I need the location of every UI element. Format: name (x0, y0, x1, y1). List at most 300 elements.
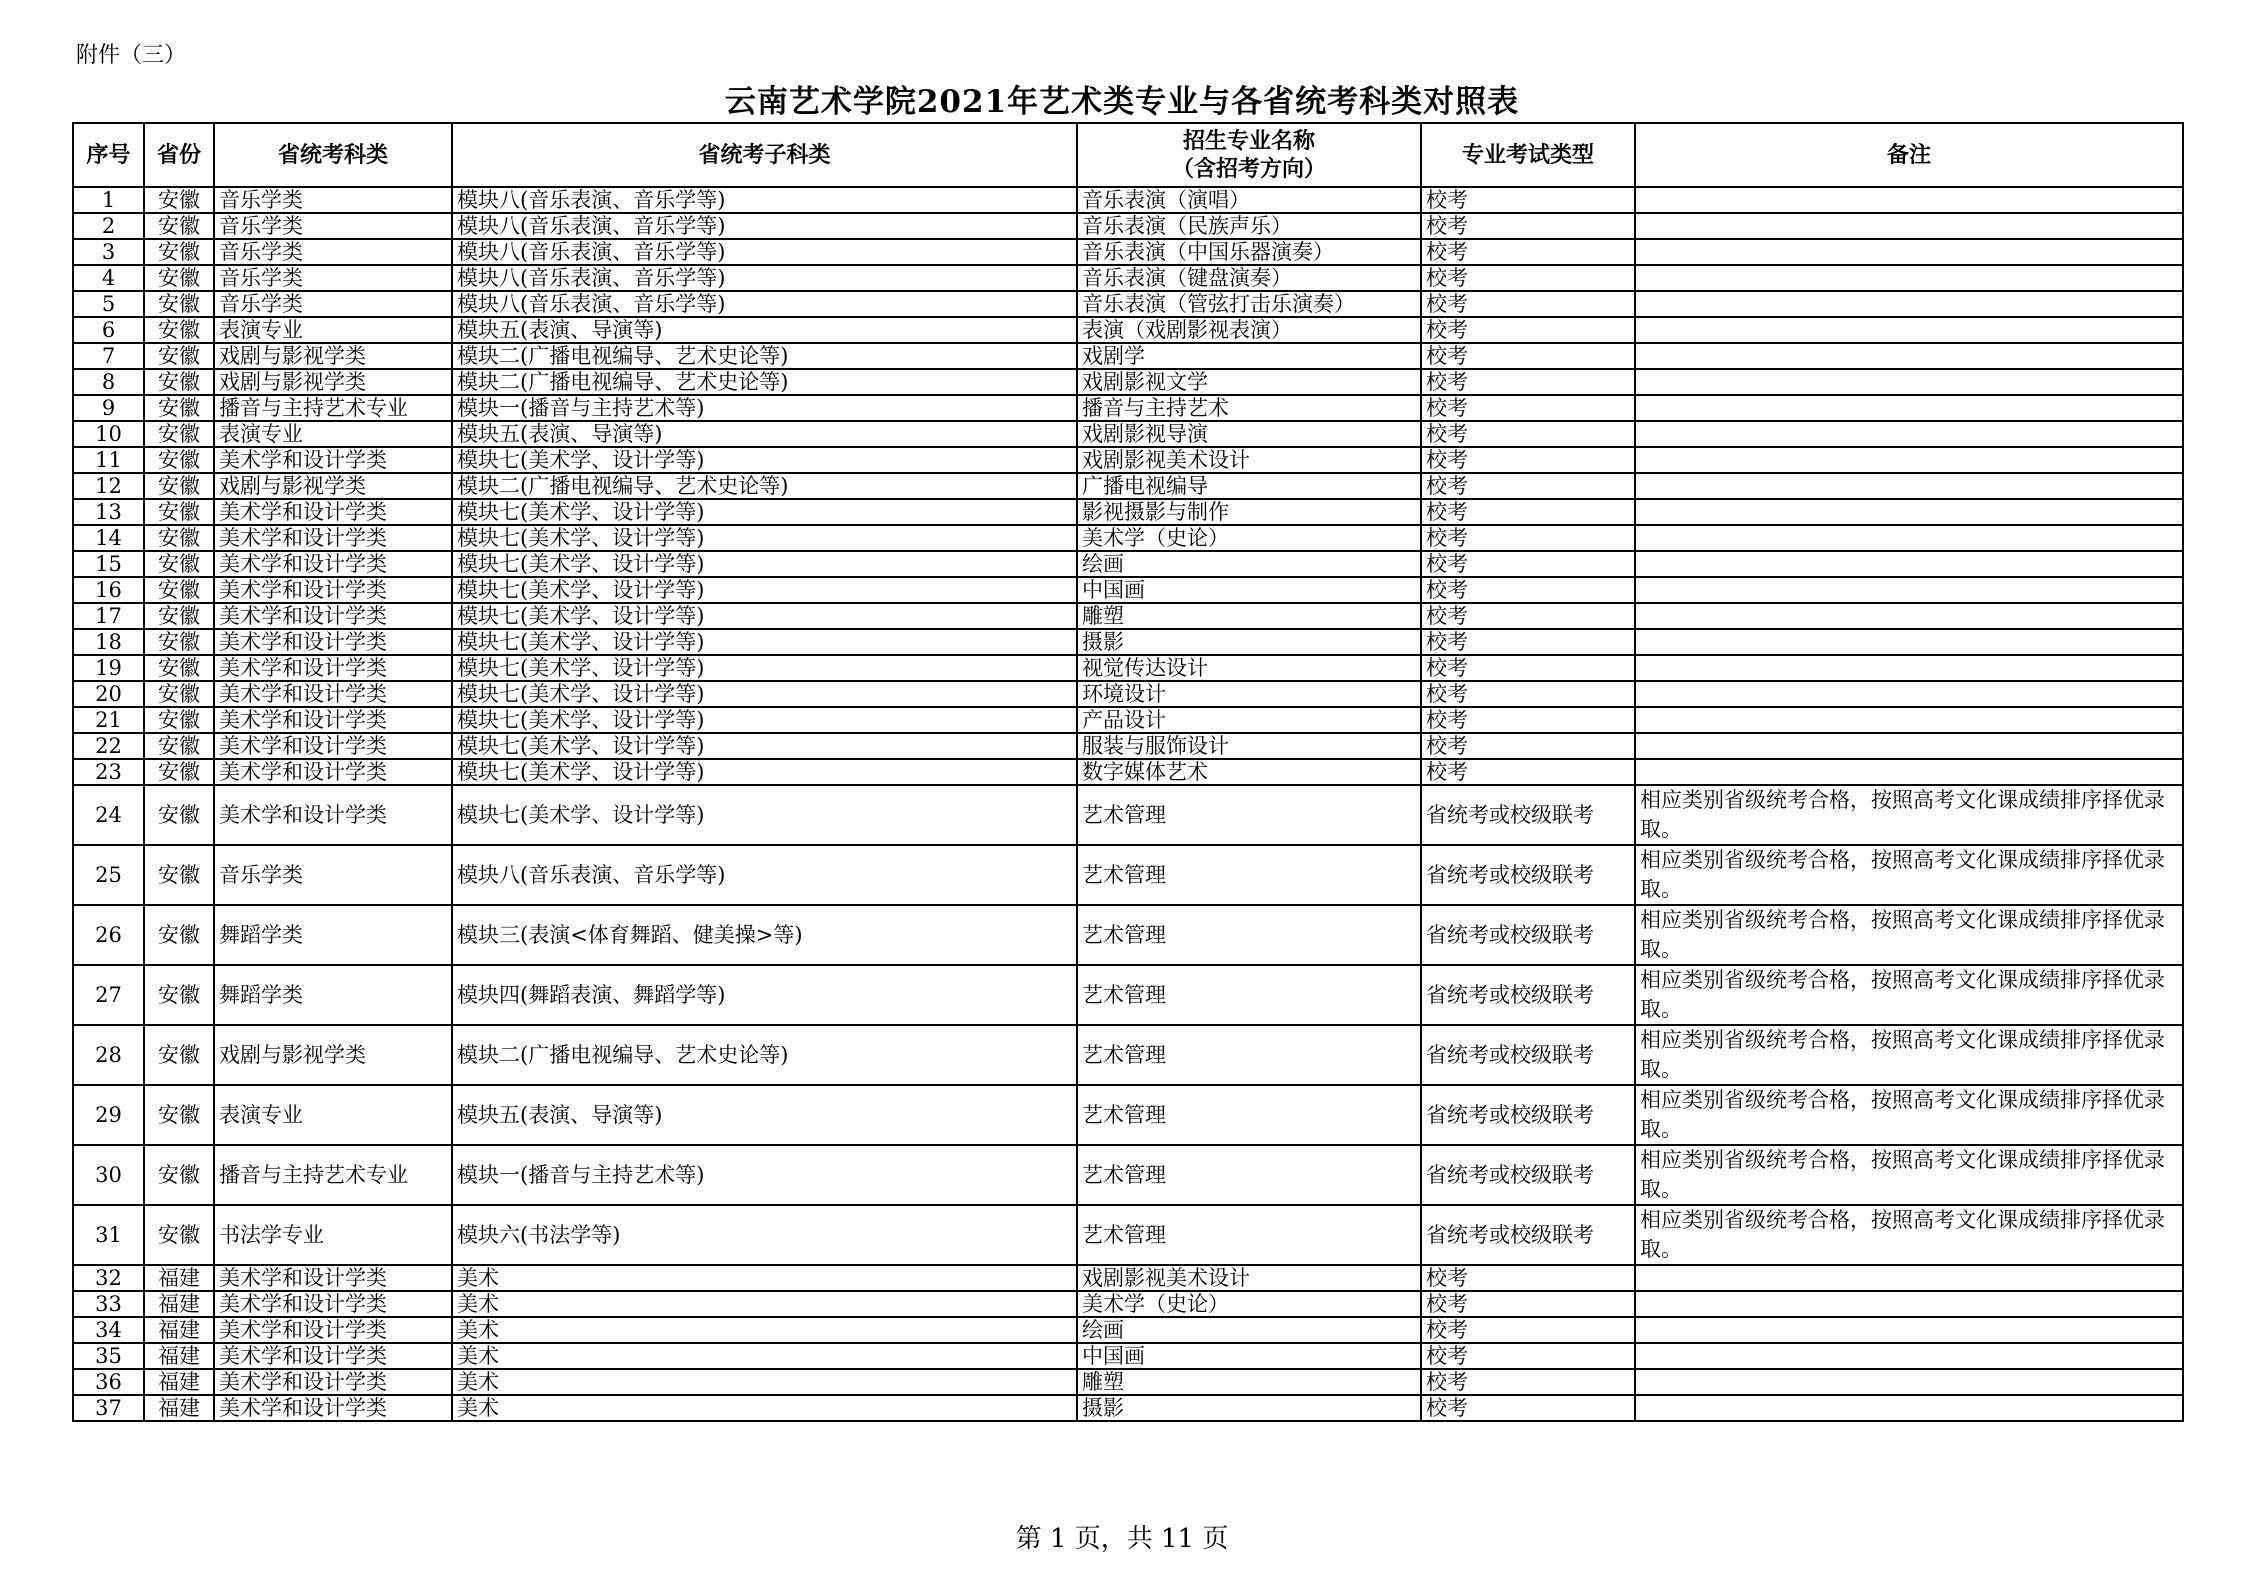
cell-subcategory: 模块八(音乐表演、音乐学等) (452, 187, 1077, 213)
cell-exam-type: 省统考或校级联考 (1421, 965, 1635, 1025)
cell-seq: 19 (73, 655, 144, 681)
cell-subcategory: 模块六(书法学等) (452, 1205, 1077, 1265)
cell-exam-type: 校考 (1421, 421, 1635, 447)
cell-seq: 24 (73, 785, 144, 845)
cell-seq: 23 (73, 759, 144, 785)
cell-note (1635, 525, 2183, 551)
cell-category: 美术学和设计学类 (214, 603, 452, 629)
cell-seq: 29 (73, 1085, 144, 1145)
cell-province: 安徽 (144, 655, 214, 681)
cell-subcategory: 模块四(舞蹈表演、舞蹈学等) (452, 965, 1077, 1025)
cell-subcategory: 美术 (452, 1291, 1077, 1317)
cell-note (1635, 1369, 2183, 1395)
cell-seq: 10 (73, 421, 144, 447)
cell-province: 安徽 (144, 525, 214, 551)
cell-seq: 30 (73, 1145, 144, 1205)
table-row (73, 343, 2183, 369)
table-row (73, 1395, 2183, 1421)
cell-category: 美术学和设计学类 (214, 577, 452, 603)
cell-category: 表演专业 (214, 1085, 452, 1145)
cell-category: 美术学和设计学类 (214, 1265, 452, 1291)
cell-seq: 14 (73, 525, 144, 551)
cell-seq: 4 (73, 265, 144, 291)
cell-seq: 37 (73, 1395, 144, 1421)
table-row (73, 759, 2183, 785)
cell-note (1635, 213, 2183, 239)
cell-province: 安徽 (144, 473, 214, 499)
cell-major: 产品设计 (1077, 707, 1421, 733)
cell-note: 相应类别省级统考合格，按照高考文化课成绩排序择优录取。 (1635, 785, 2183, 845)
cell-major: 环境设计 (1077, 681, 1421, 707)
cell-exam-type: 省统考或校级联考 (1421, 1025, 1635, 1085)
header-note: 备注 (1635, 123, 2183, 187)
cell-seq: 1 (73, 187, 144, 213)
cell-note (1635, 447, 2183, 473)
cell-subcategory: 模块一(播音与主持艺术等) (452, 395, 1077, 421)
cell-seq: 11 (73, 447, 144, 473)
cell-category: 音乐学类 (214, 291, 452, 317)
table-row (73, 525, 2183, 551)
table-row (73, 733, 2183, 759)
cell-category: 美术学和设计学类 (214, 499, 452, 525)
cell-major: 雕塑 (1077, 1369, 1421, 1395)
table-row (73, 213, 2183, 239)
cell-subcategory: 美术 (452, 1265, 1077, 1291)
cell-exam-type: 校考 (1421, 187, 1635, 213)
cell-exam-type: 校考 (1421, 369, 1635, 395)
cell-category: 美术学和设计学类 (214, 629, 452, 655)
cell-seq: 3 (73, 239, 144, 265)
table-row (73, 707, 2183, 733)
cell-note: 相应类别省级统考合格，按照高考文化课成绩排序择优录取。 (1635, 1205, 2183, 1265)
cell-major: 视觉传达设计 (1077, 655, 1421, 681)
cell-seq: 21 (73, 707, 144, 733)
cell-note (1635, 343, 2183, 369)
table-row (73, 447, 2183, 473)
cell-exam-type: 校考 (1421, 707, 1635, 733)
cell-note (1635, 551, 2183, 577)
cell-exam-type: 校考 (1421, 265, 1635, 291)
cell-province: 安徽 (144, 317, 214, 343)
cell-subcategory: 模块二(广播电视编导、艺术史论等) (452, 1025, 1077, 1085)
cell-subcategory: 模块八(音乐表演、音乐学等) (452, 265, 1077, 291)
cell-major: 音乐表演（键盘演奏） (1077, 265, 1421, 291)
table-row (73, 965, 2183, 1025)
cell-exam-type: 省统考或校级联考 (1421, 1145, 1635, 1205)
cell-subcategory: 模块七(美术学、设计学等) (452, 655, 1077, 681)
cell-note (1635, 655, 2183, 681)
cell-province: 安徽 (144, 759, 214, 785)
cell-exam-type: 校考 (1421, 759, 1635, 785)
cell-category: 音乐学类 (214, 213, 452, 239)
cell-province: 安徽 (144, 447, 214, 473)
table-row (73, 655, 2183, 681)
cell-subcategory: 模块三(表演<体育舞蹈、健美操>等) (452, 905, 1077, 965)
cell-subcategory: 模块七(美术学、设计学等) (452, 759, 1077, 785)
cell-province: 安徽 (144, 343, 214, 369)
cell-major: 戏剧学 (1077, 343, 1421, 369)
cell-exam-type: 校考 (1421, 1291, 1635, 1317)
table-row (73, 395, 2183, 421)
cell-note (1635, 707, 2183, 733)
cell-category: 音乐学类 (214, 239, 452, 265)
cell-province: 安徽 (144, 733, 214, 759)
cell-subcategory: 模块八(音乐表演、音乐学等) (452, 239, 1077, 265)
cell-category: 戏剧与影视学类 (214, 343, 452, 369)
cell-province: 福建 (144, 1369, 214, 1395)
cell-province: 安徽 (144, 239, 214, 265)
cell-subcategory: 模块七(美术学、设计学等) (452, 707, 1077, 733)
cell-major: 摄影 (1077, 1395, 1421, 1421)
header-major (1077, 123, 1421, 187)
cell-note (1635, 1317, 2183, 1343)
cell-major: 美术学（史论） (1077, 525, 1421, 551)
cell-seq: 31 (73, 1205, 144, 1265)
cell-province: 安徽 (144, 395, 214, 421)
cell-province: 安徽 (144, 265, 214, 291)
cell-major: 雕塑 (1077, 603, 1421, 629)
header-major-line2: （含招考方向） (1171, 156, 1326, 182)
cell-major: 戏剧影视导演 (1077, 421, 1421, 447)
cell-note (1635, 603, 2183, 629)
cell-exam-type: 省统考或校级联考 (1421, 1205, 1635, 1265)
table-row (73, 499, 2183, 525)
cell-exam-type: 校考 (1421, 655, 1635, 681)
page-title: 云南艺术学院2021年艺术类专业与各省统考科类对照表 (724, 84, 1520, 120)
cell-major: 音乐表演（民族声乐） (1077, 213, 1421, 239)
cell-major: 艺术管理 (1077, 1085, 1421, 1145)
cell-exam-type: 校考 (1421, 603, 1635, 629)
cell-category: 音乐学类 (214, 845, 452, 905)
table-row (73, 1343, 2183, 1369)
cell-note (1635, 681, 2183, 707)
cell-exam-type: 省统考或校级联考 (1421, 785, 1635, 845)
cell-exam-type: 校考 (1421, 551, 1635, 577)
cell-subcategory: 模块七(美术学、设计学等) (452, 681, 1077, 707)
cell-exam-type: 校考 (1421, 629, 1635, 655)
cell-major: 中国画 (1077, 1343, 1421, 1369)
cell-category: 舞蹈学类 (214, 905, 452, 965)
cell-note: 相应类别省级统考合格，按照高考文化课成绩排序择优录取。 (1635, 1145, 2183, 1205)
table-row (73, 187, 2183, 213)
cell-major: 艺术管理 (1077, 785, 1421, 845)
header-major-line1: 招生专业名称 (1182, 128, 1315, 154)
cell-seq: 25 (73, 845, 144, 905)
cell-seq: 28 (73, 1025, 144, 1085)
cell-subcategory: 模块八(音乐表演、音乐学等) (452, 291, 1077, 317)
cell-major: 服装与服饰设计 (1077, 733, 1421, 759)
cell-province: 福建 (144, 1343, 214, 1369)
cell-major: 艺术管理 (1077, 905, 1421, 965)
cell-note (1635, 1395, 2183, 1421)
cell-category: 戏剧与影视学类 (214, 369, 452, 395)
table-row (73, 291, 2183, 317)
cell-exam-type: 校考 (1421, 1265, 1635, 1291)
cell-province: 安徽 (144, 291, 214, 317)
cell-province: 安徽 (144, 551, 214, 577)
cell-province: 安徽 (144, 1085, 214, 1145)
cell-subcategory: 模块五(表演、导演等) (452, 317, 1077, 343)
cell-note (1635, 421, 2183, 447)
cell-seq: 15 (73, 551, 144, 577)
cell-province: 安徽 (144, 905, 214, 965)
cell-seq: 9 (73, 395, 144, 421)
cell-province: 安徽 (144, 1025, 214, 1085)
cell-province: 安徽 (144, 707, 214, 733)
cell-category: 表演专业 (214, 421, 452, 447)
cell-category: 书法学专业 (214, 1205, 452, 1265)
cell-subcategory: 美术 (452, 1317, 1077, 1343)
cell-subcategory: 模块七(美术学、设计学等) (452, 603, 1077, 629)
cell-exam-type: 校考 (1421, 733, 1635, 759)
cell-note (1635, 395, 2183, 421)
cell-province: 福建 (144, 1291, 214, 1317)
cell-seq: 36 (73, 1369, 144, 1395)
cell-category: 表演专业 (214, 317, 452, 343)
cell-major: 艺术管理 (1077, 965, 1421, 1025)
cell-major: 绘画 (1077, 1317, 1421, 1343)
cell-category: 美术学和设计学类 (214, 1369, 452, 1395)
cell-exam-type: 校考 (1421, 395, 1635, 421)
cell-exam-type: 省统考或校级联考 (1421, 905, 1635, 965)
table-row (73, 1145, 2183, 1205)
cell-subcategory: 模块七(美术学、设计学等) (452, 577, 1077, 603)
cell-note (1635, 629, 2183, 655)
table-row (73, 577, 2183, 603)
table-row (73, 681, 2183, 707)
cell-major: 广播电视编导 (1077, 473, 1421, 499)
cell-seq: 6 (73, 317, 144, 343)
cell-exam-type: 校考 (1421, 1395, 1635, 1421)
cell-exam-type: 校考 (1421, 681, 1635, 707)
cell-exam-type: 校考 (1421, 1369, 1635, 1395)
cell-note (1635, 1343, 2183, 1369)
cell-category: 美术学和设计学类 (214, 681, 452, 707)
cell-seq: 7 (73, 343, 144, 369)
cell-major: 表演（戏剧影视表演） (1077, 317, 1421, 343)
table-row (73, 1369, 2183, 1395)
cell-seq: 16 (73, 577, 144, 603)
table-row (73, 629, 2183, 655)
cell-subcategory: 模块五(表演、导演等) (452, 421, 1077, 447)
cell-subcategory: 模块七(美术学、设计学等) (452, 499, 1077, 525)
cell-province: 安徽 (144, 629, 214, 655)
table-row (73, 239, 2183, 265)
cell-category: 美术学和设计学类 (214, 707, 452, 733)
cell-seq: 22 (73, 733, 144, 759)
cell-seq: 5 (73, 291, 144, 317)
cell-subcategory: 模块七(美术学、设计学等) (452, 551, 1077, 577)
cell-note (1635, 577, 2183, 603)
cell-category: 美术学和设计学类 (214, 655, 452, 681)
cell-seq: 32 (73, 1265, 144, 1291)
table-row (73, 369, 2183, 395)
cell-note (1635, 759, 2183, 785)
cell-seq: 17 (73, 603, 144, 629)
cell-province: 安徽 (144, 681, 214, 707)
cell-province: 福建 (144, 1317, 214, 1343)
cell-province: 福建 (144, 1395, 214, 1421)
cell-category: 美术学和设计学类 (214, 1343, 452, 1369)
cell-category: 舞蹈学类 (214, 965, 452, 1025)
cell-exam-type: 校考 (1421, 447, 1635, 473)
cell-subcategory: 模块二(广播电视编导、艺术史论等) (452, 343, 1077, 369)
cell-exam-type: 校考 (1421, 213, 1635, 239)
cell-category: 音乐学类 (214, 187, 452, 213)
cell-exam-type: 校考 (1421, 577, 1635, 603)
cell-province: 安徽 (144, 785, 214, 845)
cell-note (1635, 1265, 2183, 1291)
cell-major: 艺术管理 (1077, 1145, 1421, 1205)
cell-note: 相应类别省级统考合格，按照高考文化课成绩排序择优录取。 (1635, 1085, 2183, 1145)
cell-exam-type: 校考 (1421, 239, 1635, 265)
cell-major: 艺术管理 (1077, 845, 1421, 905)
cell-subcategory: 美术 (452, 1343, 1077, 1369)
cell-note (1635, 291, 2183, 317)
cell-category: 美术学和设计学类 (214, 1291, 452, 1317)
cell-exam-type: 省统考或校级联考 (1421, 1085, 1635, 1145)
cell-exam-type: 校考 (1421, 1343, 1635, 1369)
cell-note (1635, 265, 2183, 291)
cell-major: 戏剧影视文学 (1077, 369, 1421, 395)
cell-seq: 27 (73, 965, 144, 1025)
cell-province: 安徽 (144, 1205, 214, 1265)
header-subcategory: 省统考子科类 (452, 123, 1077, 187)
cell-category: 美术学和设计学类 (214, 551, 452, 577)
cell-note (1635, 369, 2183, 395)
attachment-label: 附件（三） (76, 43, 187, 68)
cell-major: 音乐表演（演唱） (1077, 187, 1421, 213)
cell-exam-type: 校考 (1421, 525, 1635, 551)
cell-note: 相应类别省级统考合格，按照高考文化课成绩排序择优录取。 (1635, 905, 2183, 965)
cell-exam-type: 校考 (1421, 291, 1635, 317)
cell-province: 福建 (144, 1265, 214, 1291)
cell-province: 安徽 (144, 965, 214, 1025)
cell-note (1635, 239, 2183, 265)
cell-note (1635, 499, 2183, 525)
cell-subcategory: 模块二(广播电视编导、艺术史论等) (452, 369, 1077, 395)
cell-major: 中国画 (1077, 577, 1421, 603)
table-row (73, 265, 2183, 291)
cell-subcategory: 美术 (452, 1369, 1077, 1395)
cell-exam-type: 校考 (1421, 473, 1635, 499)
table-row (73, 905, 2183, 965)
cell-exam-type: 省统考或校级联考 (1421, 845, 1635, 905)
cell-note: 相应类别省级统考合格，按照高考文化课成绩排序择优录取。 (1635, 845, 2183, 905)
cell-province: 安徽 (144, 369, 214, 395)
header-category: 省统考科类 (214, 123, 452, 187)
cell-province: 安徽 (144, 499, 214, 525)
cell-subcategory: 模块七(美术学、设计学等) (452, 447, 1077, 473)
cell-seq: 20 (73, 681, 144, 707)
cell-note (1635, 733, 2183, 759)
cell-major: 戏剧影视美术设计 (1077, 447, 1421, 473)
cell-category: 播音与主持艺术专业 (214, 395, 452, 421)
table-row (73, 1025, 2183, 1085)
cell-subcategory: 模块八(音乐表演、音乐学等) (452, 213, 1077, 239)
cell-province: 安徽 (144, 845, 214, 905)
header-province: 省份 (144, 123, 214, 187)
table-row (73, 1291, 2183, 1317)
cell-major: 音乐表演（中国乐器演奏） (1077, 239, 1421, 265)
table-row (73, 1085, 2183, 1145)
cell-province: 安徽 (144, 1145, 214, 1205)
cell-major: 美术学（史论） (1077, 1291, 1421, 1317)
cell-subcategory: 美术 (452, 1395, 1077, 1421)
table-row (73, 785, 2183, 845)
cell-category: 美术学和设计学类 (214, 759, 452, 785)
comparison-table (72, 122, 2184, 1422)
cell-seq: 13 (73, 499, 144, 525)
table-row (73, 551, 2183, 577)
cell-seq: 33 (73, 1291, 144, 1317)
cell-category: 戏剧与影视学类 (214, 1025, 452, 1085)
cell-note (1635, 473, 2183, 499)
cell-province: 安徽 (144, 213, 214, 239)
cell-category: 美术学和设计学类 (214, 525, 452, 551)
cell-major: 艺术管理 (1077, 1025, 1421, 1085)
cell-category: 美术学和设计学类 (214, 1317, 452, 1343)
cell-major: 戏剧影视美术设计 (1077, 1265, 1421, 1291)
cell-category: 播音与主持艺术专业 (214, 1145, 452, 1205)
cell-exam-type: 校考 (1421, 343, 1635, 369)
table-row (73, 1265, 2183, 1291)
page-footer: 第 1 页，共 11 页 (1015, 1524, 1229, 1554)
cell-subcategory: 模块二(广播电视编导、艺术史论等) (452, 473, 1077, 499)
cell-subcategory: 模块一(播音与主持艺术等) (452, 1145, 1077, 1205)
cell-note (1635, 317, 2183, 343)
cell-exam-type: 校考 (1421, 317, 1635, 343)
table-row (73, 845, 2183, 905)
table-row (73, 1317, 2183, 1343)
header-seq: 序号 (73, 123, 144, 187)
cell-major: 绘画 (1077, 551, 1421, 577)
cell-seq: 8 (73, 369, 144, 395)
cell-province: 安徽 (144, 603, 214, 629)
cell-major: 播音与主持艺术 (1077, 395, 1421, 421)
cell-note: 相应类别省级统考合格，按照高考文化课成绩排序择优录取。 (1635, 965, 2183, 1025)
cell-province: 安徽 (144, 187, 214, 213)
cell-subcategory: 模块七(美术学、设计学等) (452, 629, 1077, 655)
cell-note (1635, 1291, 2183, 1317)
cell-category: 美术学和设计学类 (214, 785, 452, 845)
cell-major: 音乐表演（管弦打击乐演奏） (1077, 291, 1421, 317)
cell-seq: 26 (73, 905, 144, 965)
cell-subcategory: 模块七(美术学、设计学等) (452, 733, 1077, 759)
cell-note (1635, 187, 2183, 213)
table-row (73, 1205, 2183, 1265)
table-row (73, 603, 2183, 629)
cell-subcategory: 模块七(美术学、设计学等) (452, 785, 1077, 845)
table-row (73, 317, 2183, 343)
cell-seq: 2 (73, 213, 144, 239)
cell-note: 相应类别省级统考合格，按照高考文化课成绩排序择优录取。 (1635, 1025, 2183, 1085)
cell-seq: 18 (73, 629, 144, 655)
table-row (73, 421, 2183, 447)
cell-exam-type: 校考 (1421, 499, 1635, 525)
cell-subcategory: 模块五(表演、导演等) (452, 1085, 1077, 1145)
cell-province: 安徽 (144, 421, 214, 447)
table-row (73, 473, 2183, 499)
cell-major: 艺术管理 (1077, 1205, 1421, 1265)
cell-province: 安徽 (144, 577, 214, 603)
cell-subcategory: 模块七(美术学、设计学等) (452, 525, 1077, 551)
cell-major: 数字媒体艺术 (1077, 759, 1421, 785)
header-exam-type: 专业考试类型 (1421, 123, 1635, 187)
cell-seq: 35 (73, 1343, 144, 1369)
cell-category: 音乐学类 (214, 265, 452, 291)
cell-seq: 12 (73, 473, 144, 499)
